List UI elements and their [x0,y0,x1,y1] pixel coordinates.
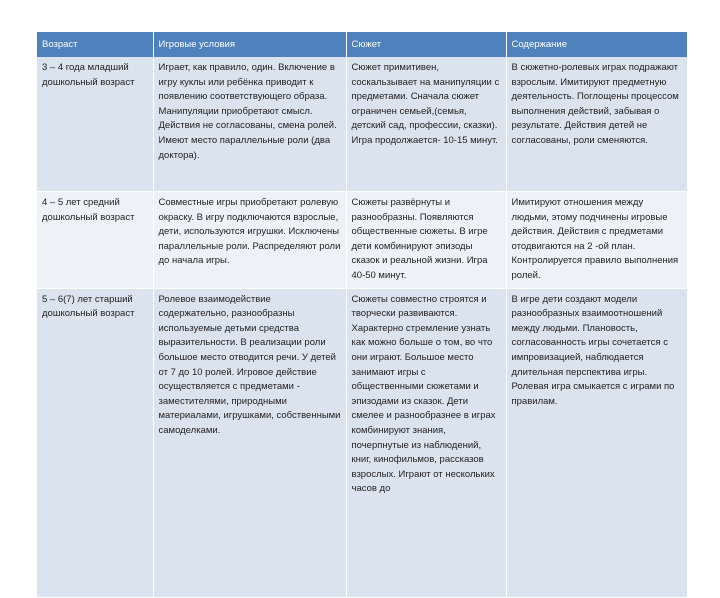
header-age: Возраст [37,32,153,57]
table-row [37,192,687,289]
cell-age: 5 – 6(7) лет старший дошкольный возраст [37,288,153,597]
header-content: Содержание [506,32,687,57]
cell-content: В сюжетно-ролевых играх подражают взрослым. Имитируют предметную деятельность. Поглощены процессом выполнения действий, забывая о результате. Действия детей не согласованы, роли сменяются. [506,57,687,192]
cell-content: В игре дети создают модели разнообразных взаимоотношений между людьми. Плановость, согласованность игры сочетается с импровизацией, наблюдается длительная перспектива игры. Ролевая игра смыкается с играми по правилам. [506,288,687,597]
header-plot: Сюжет [346,32,506,57]
cell-plot: Сюжеты развёрнуты и разнообразны. Появляются общественные сюжеты. В игре дети комбинируют эпизоды сказок и реальной жизни. Игра 40-50 минут. [346,192,506,289]
header-conditions: Игровые условия [153,32,346,57]
cell-content: Имитируют отношения между людьми, этому подчинены игровые действия. Действия с предметами отодвигаются на 2 -ой план. Контролируется правило выполнения ролей. [506,192,687,289]
cell-plot: Сюжеты совместно строятся и творчески развиваются. Характерно стремление узнать как можно больше о том, во что они играют. Большое место занимают игры с общественными сюжетами и эпизодами из сказок. Дети смелее и разнообразнее в играх комбинируют знания, почерпнутые из наблюдений, книг, кинофильмов, рассказов взрослых. Играют от нескольких часов до [346,288,506,597]
cell-conditions: Играет, как правило, один. Включение в игру куклы или ребёнка приводит к появлению соответствующего образа. Манипуляции приобретают смысл. Действия не согласованы, смена ролей. Имеют место параллельные роли (два доктора). [153,57,346,192]
cell-plot: Сюжет примитивен, соскальзывает на манипуляции с предметами. Сначала сюжет ограничен семьей,(семья, детский сад, профессии, сказки). Игра продолжается- 10-15 минут. [346,57,506,192]
table-header-row [37,32,687,57]
development-table [37,32,687,598]
cell-age: 3 – 4 года младший дошкольный возраст [37,57,153,192]
cell-conditions: Совместные игры приобретают ролевую окраску. В игру подключаются взрослые, дети, используются игрушки. Исключены параллельные роли. Распределяют роли до начала игры. [153,192,346,289]
cell-conditions: Ролевое взаимодействие содержательно, разнообразны используемые детьми средства выразительности. В реализации роли большое место отводится речи. У детей от 7 до 10 ролей. Игровое действие осуществляется с предметами - заместителями, природными материалами, игрушками, собственными самоделками. [153,288,346,597]
table-row [37,288,687,597]
table-row [37,57,687,192]
cell-age: 4 – 5 лет средний дошкольный возраст [37,192,153,289]
